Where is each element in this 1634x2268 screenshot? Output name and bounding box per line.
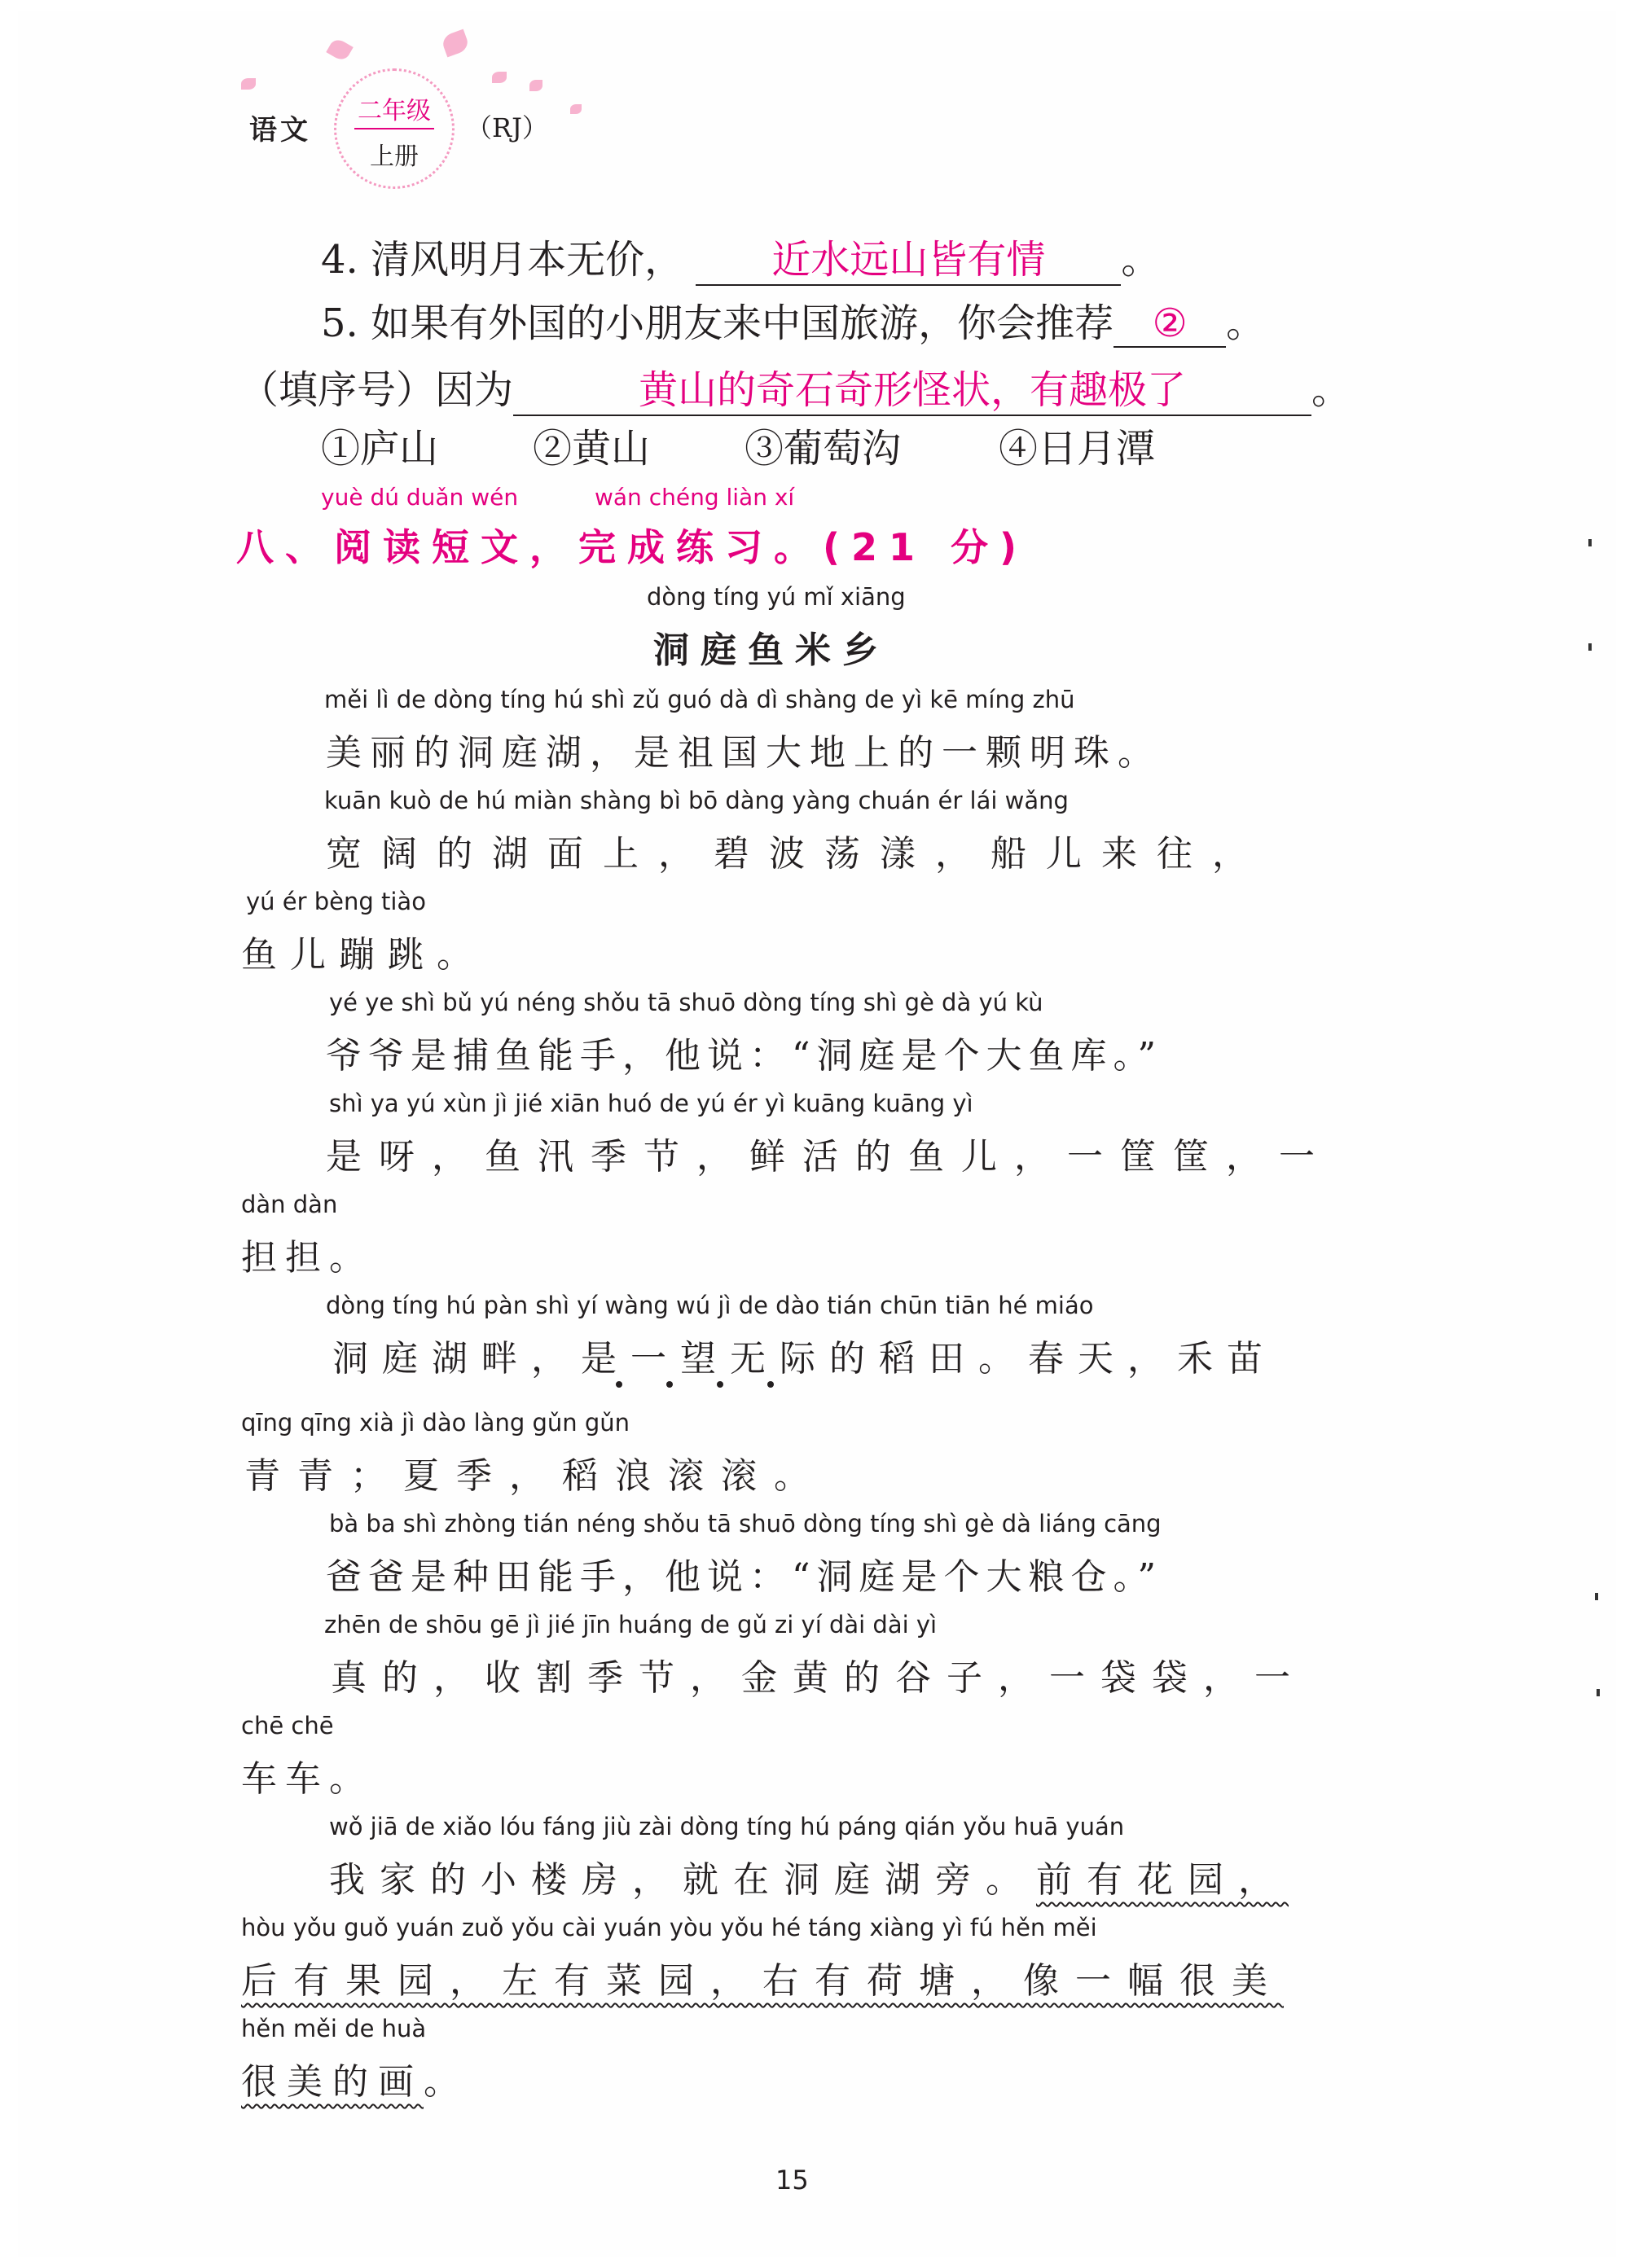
wavy-underlined-text: 后有果园，左有菜园，右有荷塘，像一幅很美	[241, 1960, 1284, 2002]
reason-answer: 黄山的奇石奇形怪状，有趣极了	[639, 367, 1187, 413]
pinyin-line: dàn dàn	[241, 1191, 338, 1218]
question-4	[321, 228, 1160, 286]
section-pinyin-1: yuè dú duǎn wén	[321, 484, 519, 511]
text-line: 青青；夏季，稻浪滚滚。	[244, 1455, 827, 1497]
option-3: ③葡萄沟	[745, 426, 902, 472]
text-line: 爸爸是种田能手，他说：“洞庭是个大粮仓。”	[326, 1556, 1162, 1598]
question-prompt: 清风明月本无价，	[371, 237, 684, 283]
text-line: 鱼儿蹦跳。	[241, 934, 485, 976]
grade-label: 二年级	[358, 97, 431, 125]
text-line: 美丽的洞庭湖，是祖国大地上的一颗明珠。	[326, 732, 1162, 774]
badge-divider	[354, 128, 434, 129]
answer-text: ②	[1152, 300, 1188, 346]
passage-title: 洞庭鱼米乡	[653, 630, 889, 671]
emphasis-dot	[767, 1381, 774, 1388]
option-1: ①庐山	[321, 426, 439, 472]
question-5	[321, 292, 1265, 348]
emphasis-dot	[666, 1381, 673, 1388]
question-end: 。	[1226, 300, 1266, 346]
margin-speck	[1595, 1593, 1598, 1600]
answer-blank	[1113, 300, 1226, 348]
text-line: 洞庭湖畔，是一望无际的稻田。春天，禾苗	[332, 1338, 1276, 1380]
pinyin-line: bà ba shì zhòng tián néng shǒu tā shuō dòng tíng shì gè dà liáng cāng	[329, 1510, 1162, 1538]
text-line: 担担。	[241, 1237, 373, 1279]
option-2: ②黄山	[533, 426, 651, 472]
answer-blank	[696, 228, 1121, 286]
text-line: 宽阔的湖面上，碧波荡漾，船儿来往，	[326, 833, 1267, 875]
pinyin-line: wǒ jiā de xiǎo lóu fáng jiù zài dòng tíng hú páng qián yǒu huā yuán	[329, 1813, 1125, 1840]
text-line: 车车。	[241, 1758, 373, 1800]
text-plain: 我家的小楼房，就在洞庭湖旁。	[329, 1859, 1036, 1901]
text-end: 。	[424, 2061, 469, 2103]
pinyin-line: yé ye shì bǔ yú néng shǒu tā shuō dòng tíng shì gè dà yú kù	[329, 989, 1043, 1016]
answer-text: 近水远山皆有情	[771, 237, 1046, 283]
question-number: 4.	[321, 237, 358, 283]
text-line: 真的，收割季节，金黄的谷子，一袋袋，一	[331, 1657, 1306, 1699]
wavy-underlined-text: 很美的画	[241, 2061, 424, 2103]
pinyin-line: zhēn de shōu gē jì jié jīn huáng de gǔ zi yí dài dài yì	[324, 1611, 938, 1638]
edition-label: （RJ）	[466, 112, 548, 143]
text-line	[241, 2052, 469, 2104]
question-end: 。	[1121, 237, 1161, 283]
margin-speck	[1588, 539, 1592, 546]
pinyin-line: měi lì de dòng tíng hú shì zǔ guó dà dì shàng de yì kē míng zhū	[324, 686, 1075, 713]
grade-badge	[334, 68, 455, 189]
text-line: 爷爷是捕鱼能手，他说：“洞庭是个大鱼库。”	[326, 1035, 1162, 1077]
margin-speck	[1588, 643, 1592, 651]
question-number: 5.	[321, 300, 358, 346]
section-title: 八、阅读短文，完成练习。(21 分)	[236, 525, 1029, 569]
wavy-underlined-text: 前有花园，	[1036, 1859, 1289, 1901]
page-number: 15	[775, 2165, 809, 2196]
pinyin-line: hěn měi de huà	[241, 2015, 427, 2042]
text-line	[329, 1850, 1289, 1902]
petal-decoration-icon	[570, 104, 582, 114]
pinyin-line: shì ya yú xùn jì jié xiān huó de yú ér yì kuāng kuāng yì	[329, 1090, 973, 1117]
pinyin-line: qīng qīng xià jì dào làng gǔn gǔn	[241, 1409, 630, 1437]
pinyin-line: hòu yǒu guǒ yuán zuǒ yǒu cài yuán yòu yǒu hé táng xiàng yì fú hěn měi	[241, 1914, 1097, 1941]
volume-label: 上册	[370, 143, 419, 171]
reason-label: （填序号）因为	[239, 367, 514, 413]
margin-speck	[1597, 1689, 1600, 1696]
reason-blank	[513, 358, 1311, 416]
question-5-reason	[239, 358, 1351, 416]
text-line	[241, 1951, 1284, 2003]
pinyin-line: kuān kuò de hú miàn shàng bì bō dàng yàng chuán ér lái wǎng	[324, 787, 1069, 814]
title-pinyin: dòng tíng yú mǐ xiāng	[647, 583, 906, 611]
petal-decoration-icon	[529, 80, 542, 91]
emphasis-dot	[717, 1381, 723, 1388]
pinyin-line: chē chē	[241, 1712, 334, 1739]
option-4: ④日月潭	[999, 426, 1156, 472]
petal-decoration-icon	[241, 78, 256, 90]
section-pinyin-2: wán chéng liàn xí	[595, 484, 795, 511]
reason-end: 。	[1311, 367, 1351, 413]
pinyin-line: yú ér bèng tiào	[246, 888, 426, 915]
emphasis-dot	[616, 1381, 622, 1388]
subject-label: 语文	[249, 114, 311, 147]
question-prompt: 如果有外国的小朋友来中国旅游，你会推荐	[371, 300, 1114, 346]
petal-decoration-icon	[492, 72, 507, 83]
text-line: 是呀，鱼汛季节，鲜活的鱼儿，一筐筐，一	[326, 1136, 1332, 1178]
pinyin-line: dòng tíng hú pàn shì yí wàng wú jì de dào tián chūn tiān hé miáo	[326, 1292, 1094, 1319]
